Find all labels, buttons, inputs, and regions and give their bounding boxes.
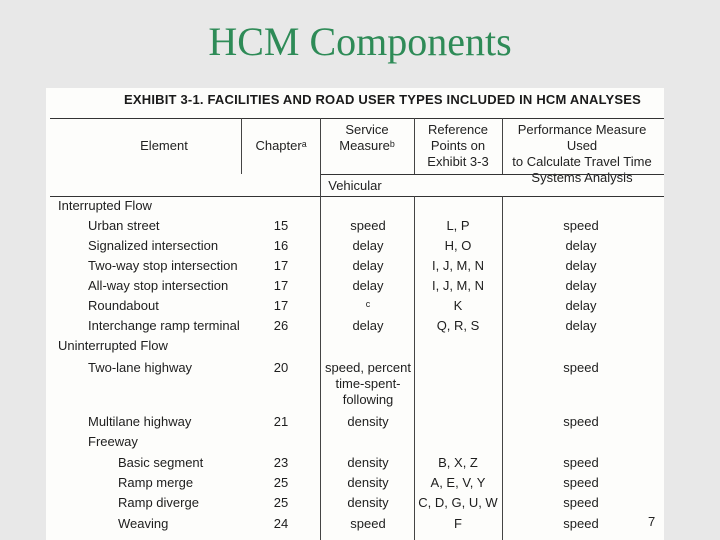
row-performance-measure: speed [563, 218, 599, 233]
section-label: Vehicular [328, 178, 382, 193]
section-bottom-rule [50, 196, 664, 197]
row-element: Ramp diverge [118, 495, 199, 510]
row-chapter: 21 [273, 414, 289, 429]
row-reference-points: Q, R, S [436, 318, 480, 333]
row-performance-measure: delay [565, 278, 597, 293]
row-element: Two-lane highway [88, 360, 193, 375]
exhibit-scan [46, 88, 664, 540]
row-performance-measure: delay [565, 298, 597, 313]
row-element: Weaving [118, 516, 169, 531]
row-service-measure: delay [352, 238, 384, 253]
row-service-measure: density [347, 414, 389, 429]
row-reference-points: C, D, G, U, W [418, 495, 498, 510]
row-reference-points: H, O [444, 238, 472, 253]
row-service-measure: density [347, 455, 389, 470]
row-service-measure: speed, percent time-spent- following [324, 360, 411, 407]
row-performance-measure: speed [563, 414, 599, 429]
row-chapter: 23 [273, 455, 289, 470]
row-chapter: 15 [273, 218, 289, 233]
row-chapter: 17 [273, 278, 289, 293]
row-element: Freeway [88, 434, 138, 449]
row-reference-points: A, E, V, Y [430, 475, 486, 490]
row-performance-measure: delay [565, 238, 597, 253]
exhibit-caption: EXHIBIT 3-1. FACILITIES AND ROAD USER TYPES INCLUDED IN HCM ANALYSES [124, 92, 642, 107]
row-performance-measure: delay [565, 258, 597, 273]
row-element: Basic segment [118, 455, 204, 470]
row-chapter: 25 [273, 475, 289, 490]
row-element: Roundabout [88, 298, 159, 313]
header-performance-measure: Performance Measure Used to Calculate Travel Time Systems Analysis [512, 122, 652, 185]
row-performance-measure: speed [563, 360, 599, 375]
row-element: Ramp merge [118, 475, 194, 490]
header-chapter: Chapterᵃ [255, 138, 307, 153]
row-performance-measure: speed [563, 516, 599, 531]
row-element: Two-way stop intersection [88, 258, 238, 273]
row-element: Interchange ramp terminal [88, 318, 240, 333]
row-reference-points: I, J, M, N [432, 258, 484, 273]
row-reference-points: I, J, M, N [432, 278, 484, 293]
column-divider-measure [320, 118, 321, 540]
row-performance-measure: speed [563, 475, 599, 490]
column-divider-points [414, 196, 415, 540]
header-divider-1 [241, 118, 242, 174]
row-chapter: 17 [273, 298, 289, 313]
section-top-rule [320, 174, 664, 175]
row-reference-points: L, P [446, 218, 470, 233]
row-reference-points: B, X, Z [438, 455, 478, 470]
row-service-measure: delay [352, 258, 384, 273]
row-reference-points: K [453, 298, 463, 313]
row-element: Multilane highway [88, 414, 192, 429]
column-divider-performance [502, 196, 503, 540]
row-performance-measure: speed [563, 455, 599, 470]
row-chapter: 24 [273, 516, 289, 531]
header-top-rule [50, 118, 664, 119]
row-element: Uninterrupted Flow [58, 338, 168, 353]
row-service-measure: delay [352, 278, 384, 293]
row-service-measure: speed [350, 218, 386, 233]
row-chapter: 17 [273, 258, 289, 273]
header-reference-points: Reference Points on Exhibit 3-3 [427, 122, 489, 169]
header-divider-2 [414, 118, 415, 174]
row-element: Urban street [88, 218, 160, 233]
row-service-measure: density [347, 475, 389, 490]
header-element: Element [140, 138, 188, 153]
row-chapter: 20 [273, 360, 289, 375]
header-service-measure: Service Measureᵇ [339, 122, 395, 153]
row-service-measure: density [347, 495, 389, 510]
header-divider-3 [502, 118, 503, 174]
row-performance-measure: delay [565, 318, 597, 333]
page-number: 7 [648, 514, 656, 529]
row-chapter: 26 [273, 318, 289, 333]
row-performance-measure: speed [563, 495, 599, 510]
row-element: Interrupted Flow [58, 198, 152, 213]
row-reference-points: F [454, 516, 462, 531]
row-element: All-way stop intersection [88, 278, 229, 293]
row-service-measure: c [365, 299, 371, 309]
row-service-measure: delay [352, 318, 384, 333]
row-chapter: 25 [273, 495, 289, 510]
slide-title: HCM Components [208, 19, 512, 64]
row-element: Signalized intersection [88, 238, 219, 253]
row-service-measure: speed [350, 516, 386, 531]
row-chapter: 16 [273, 238, 289, 253]
